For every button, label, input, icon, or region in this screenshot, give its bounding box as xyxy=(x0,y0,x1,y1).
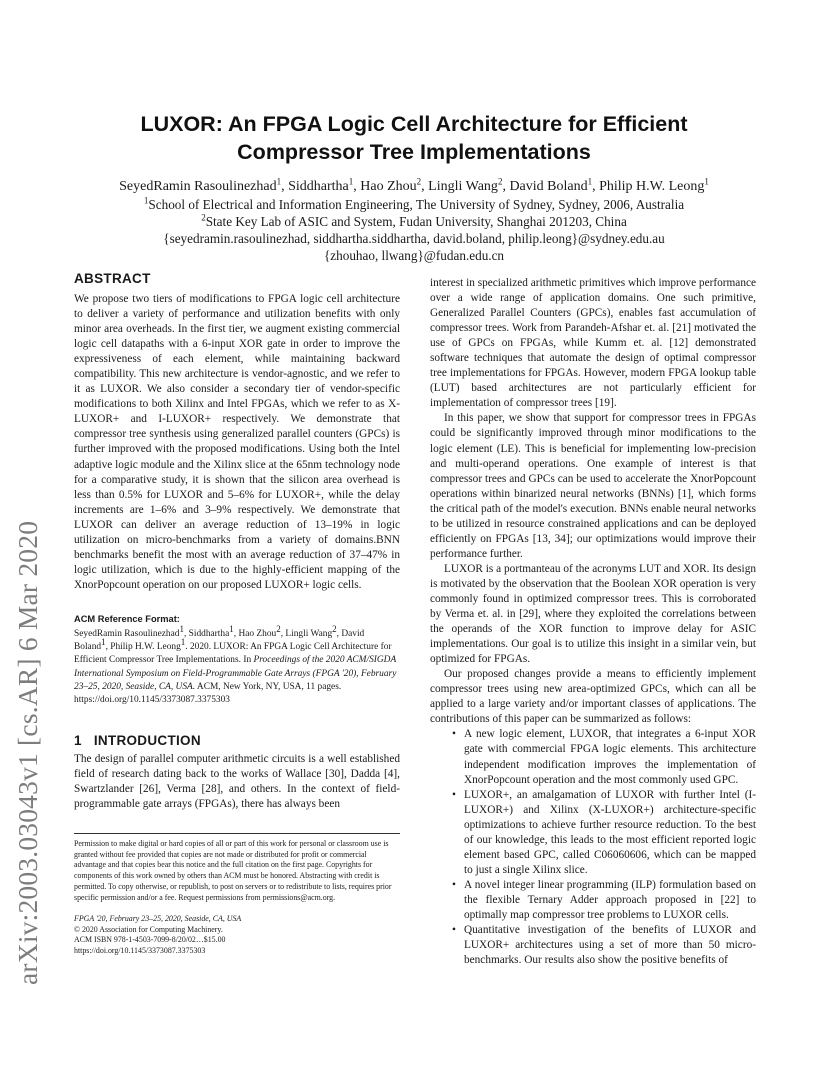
ref-sup: 1 xyxy=(179,623,184,634)
section-title: INTRODUCTION xyxy=(93,733,201,748)
publication-info xyxy=(74,914,400,957)
paper-title xyxy=(90,110,738,166)
author-name: SeyedRamin Rasoulinezhad xyxy=(119,179,277,194)
author-affil-mark: 1 xyxy=(348,176,354,187)
copyright-line: © 2020 Association for Computing Machinery. xyxy=(74,924,223,934)
acm-reference-text xyxy=(74,623,400,707)
list-item xyxy=(430,878,756,923)
section-heading-introduction xyxy=(74,733,201,748)
bullet-icon: • xyxy=(452,924,456,937)
bullet-icon: • xyxy=(452,788,456,801)
ref-sup: 1 xyxy=(101,637,106,648)
title-line-1: LUXOR: An FPGA Logic Cell Architecture for Efficient xyxy=(140,112,688,136)
author-name: Lingli Wang xyxy=(428,179,498,194)
intro-paragraph: The design of parallel computer arithmetic circuits is a well established field of research dating back to the works of Wallace [30], Dadda [4], Swartzlander [26], Verma [28], and others. In the context of field-programmable gate arrays (FPGAs), there has always been xyxy=(74,753,400,811)
email-line-2: {zhouhao, llwang}@fudan.edu.cn xyxy=(323,248,505,263)
isbn-line: ACM ISBN 978-1-4503-7099-8/20/02…$15.00 xyxy=(74,935,226,945)
list-item xyxy=(430,788,756,878)
email-line-1: {seyedramin.rasoulinezhad, siddhartha.siddhartha, david.boland, philip.leong}@sydney.edu.au xyxy=(163,231,665,246)
author-list: SeyedRamin Rasoulinezhad$^1$, Siddhartha$^1$, Hao Zhou$^2$, Lingli Wang$^2$, David Boland$^1$, Philip H.W. Leong$^1$ xyxy=(119,176,709,194)
doi-line: https://doi.org/10.1145/3373087.3375303 xyxy=(74,946,206,956)
author-affil-mark: 2 xyxy=(497,176,503,187)
abstract-text: We propose two tiers of modifications to FPGA logic cell architecture to deliver a variety of performance and utilization benefits with only minor area overheads. In the first tier, we augment existing commercial logic cell datapaths with a 6-input XOR gate in order to improve the expressiveness of each element, while maintaining backward compatibility. This new architecture is vendor-agnostic, and we refer to it as LUXOR. We also consider a secondary tier of vendor-specific modifications to both Xilinx and Intel FPGAs, which we refer to as X-LUXOR+ and I-LUXOR+ respectively. We demonstrate that compressor tree synthesis using generalized parallel counters (GPCs) is further improved with the proposed modifications. Using both the Intel adaptive logic module and the Xilinx slice at the 65nm technology node for a comparative study, it is shown that the silicon area overhead is less than 0.5% for LUXOR and 5–6% for LUXOR+, while the delay increments are 1–6% and 3–9% respectively. We demonstrate that LUXOR can deliver an average reduction of 13–19% in logic utilization on micro-benchmarks from a variety of domains.BNN benchmarks benefit the most with an average reduction of 37–47% in logic utilization, which is due to the highly-efficient mapping of the XnorPopcount operation on our proposed LUXOR+ logic cells. xyxy=(74,293,400,591)
paragraph: interest in specialized arithmetic primitives which improve performance over a wide range of application domains. One such primitive, Generalized Parallel Counters (GPCs), enables fast accumulation of compressor trees. Work from Parandeh-Afshar et. al. [21] motivated the use of GPCs on FPGAs, while Kumm et. al. [12] demonstrated software techniques that automate the design of optimal compressor tree implementations for FPGAs. However, modern FPGA lookup table (LUT) based architectures are not particularly efficient for implementation of compressor trees [19]. xyxy=(430,277,756,410)
ref-sup: 1 xyxy=(229,623,234,634)
list-item-text: A new logic element, LUXOR, that integrates a 6-input XOR gate with commercial FPGA logic elements. This architecture independent modification improves the implementation of XnorPopcount operation and the most commonly used GPC. xyxy=(464,728,756,786)
paragraph: In this paper, we show that support for compressor trees in FPGAs could be significantly improved through minor modifications to the logic element (LE). This is beneficial for implementing low-precision and multi-operand operations. One example of interest is that compressor trees and GPCs can be used to accelerate the XnorPopcount operations within binarized neural networks (BNNs) [1], which forms the critical path of the model's execution. BNNs enable neural networks to be utilized in resource constrained applications and can be deployed efficiently on FPGAs [13, 34]; our optimizations would improve their performance further. xyxy=(430,412,756,560)
ref-tail: ACM, New York, NY, USA, 11 pages. https://doi.org/10.1145/3373087.3375303 xyxy=(74,681,342,706)
bullet-icon: • xyxy=(452,878,456,891)
author-name: Siddhartha xyxy=(288,179,349,194)
author-affil-mark: 2 xyxy=(416,176,422,187)
ref-author: , David Boland xyxy=(74,629,365,653)
ref-author: SeyedRamin Rasoulinezhad xyxy=(74,629,180,639)
ref-sup: 2 xyxy=(332,623,337,634)
affil-mark: 2 xyxy=(201,212,206,223)
abstract-heading: ABSTRACT xyxy=(74,271,151,286)
arxiv-watermark: arXiv:2003.03043v1 [cs.AR] 6 Mar 2020 xyxy=(12,520,43,985)
author-affil-mark: 1 xyxy=(704,176,709,187)
author-affil-mark: 1 xyxy=(276,176,282,187)
list-item xyxy=(430,727,756,787)
affil-text: State Key Lab of ASIC and System, Fudan University, Shanghai 201203, China xyxy=(205,214,627,229)
ref-sup: 2 xyxy=(276,623,281,634)
conference-line: FPGA '20, February 23–25, 2020, Seaside, CA, USA xyxy=(74,914,242,923)
affiliation-1 xyxy=(60,196,768,213)
author-name: Hao Zhou xyxy=(360,179,417,194)
permission-notice: Permission to make digital or hard copies of all or part of this work for personal or classroom use is granted without fee provided that copies are not made or distributed for profit or commercial advantage and that copies bear this notice and the full citation on the first page. Copyrights for components of this work owned by others than ACM must be honored. Abstracting with credit is permitted. To copy otherwise, or republish, to post on servers or to redistribute to lists, requires prior specific permission and/or a fee. Request permissions from permissions@acm.org. xyxy=(74,839,392,902)
title-line-2: Compressor Tree Implementations xyxy=(237,140,591,164)
ref-sup: 1 xyxy=(180,637,186,648)
affiliation-2 xyxy=(60,213,768,230)
right-column xyxy=(430,276,756,968)
ref-author: , Siddhartha xyxy=(183,629,230,639)
list-item-text: A novel integer linear programming (ILP) formulation based on the flexible Ternary Adder approach proposed in [22] to optimally map compressor tree problems to LUXOR cells. xyxy=(464,878,756,921)
footnote-rule xyxy=(74,833,400,834)
paragraph: LUXOR is a portmanteau of the acronyms LUT and XOR. Its design is motivated by the observation that the Boolean XOR operation is very commonly found in optimized compressor trees. This is corroborated by Verma et. al. in [29], where they exploited the correlations between the operands of the XOR function to improve delay for ASIC implementations. Our goal is to utilize this insight in a similar vein, but optimized for FPGAs. xyxy=(430,562,756,666)
list-item-text: LUXOR+, an amalgamation of LUXOR with further Intel (I-LUXOR+) and Xilinx (X-LUXOR+) architecture-specific optimizations to achieve further resource reduction. To the best of our knowledge, this leads to the most efficient reported logic element based GPC, called C06060606, which can be mapped to just a single Xilinx slice. xyxy=(464,788,756,876)
acm-reference-heading: ACM Reference Format: xyxy=(74,614,180,624)
list-item xyxy=(430,923,756,968)
author-name: David Boland xyxy=(509,179,588,194)
paragraph: Our proposed changes provide a means to efficiently implement compressor trees using new area-optimized GPCs, which can all be applied to a large variety and/or important classes of applications. The contributions of this paper can be summarized as follows: xyxy=(430,668,756,726)
ref-author: , Lingli Wang xyxy=(280,629,333,639)
ref-author: , Hao Zhou xyxy=(233,629,277,639)
affil-mark: 1 xyxy=(143,195,149,206)
ref-author: , Philip H.W. Leong xyxy=(105,642,181,653)
author-affil-mark: 1 xyxy=(587,176,593,187)
author-name: Philip H.W. Leong xyxy=(599,179,705,194)
affil-text: School of Electrical and Information Engineering, The University of Sydney, Sydney, 2006, Australia xyxy=(148,197,685,212)
list-item-text: Quantitative investigation of the benefits of LUXOR and LUXOR+ architectures using a set of more than 50 micro-benchmarks. Our results also show the positive benefits of xyxy=(464,924,756,967)
ref-text: . 2020. LUXOR: An FPGA Logic Cell Architecture for Efficient Compressor Tree Implementations. In xyxy=(74,642,392,666)
ref-proceedings: Proceedings of the 2020 ACM/SIGDA International Symposium on Field-Programmable Gate Arrays (FPGA '20), February 23–25, 2020, Seaside, CA, USA. xyxy=(74,655,397,692)
section-number: 1 xyxy=(74,733,82,748)
contribution-list xyxy=(430,727,756,968)
bullet-icon: • xyxy=(452,728,456,741)
